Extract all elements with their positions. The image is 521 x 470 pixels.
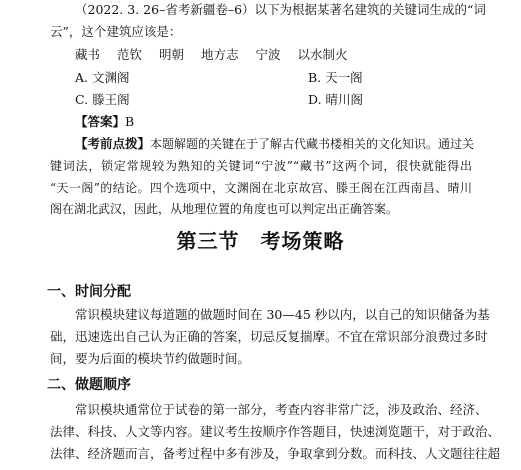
answer-value: B [125,114,135,129]
question-stem-line-2: 云”，这个建筑应该是： [50,24,182,39]
analysis-line-3: “天一阁”的结论。四个选项中，文渊阁在北京故宫、滕王阁在江西南昌、晴川 [50,181,472,195]
answer-line [75,114,134,130]
heading-time-allocation: 一、时间分配 [47,284,131,300]
keyword-item: 宁波 [255,47,281,62]
answer-tag: 【答案】 [75,114,126,129]
section-title: 第三节 考场策略 [176,229,345,253]
keyword-list [75,47,361,63]
part1-line-3: 间，要为后面的模块节约做题时间。 [50,351,251,366]
option-a: A. 文渊阁 [75,70,130,85]
keyword-item: 以水制火 [297,47,348,62]
analysis-tag: 【考前点拨】 [75,136,151,151]
part2-line-1: 常识模块通常位于试卷的第一部分，考查内容非常广泛，涉及政治、经济、 [75,402,488,417]
part1-line-2: 础，迅速选出自己认为正确的答案，切忌反复揣摩。不宜在常识部分浪费过多时 [50,329,488,344]
option-d: D. 晴川阁 [308,92,364,107]
keyword-item: 藏书 [75,47,101,62]
option-b: B. 天一阁 [308,70,363,85]
part1-line-1: 常识模块建议每道题的做题时间在 30—45 秒以内，以自己的知识储备为基 [75,307,490,322]
part2-line-2: 法律、科技、人文等内容。建议考生按顺序作答题目，快速浏览题干，对于政治、 [50,424,501,439]
option-c: C. 滕王阁 [75,92,130,107]
analysis-text-1: 本题解题的关键在于了解古代藏书楼相关的文化知识。通过关 [150,137,475,151]
question-stem-line-1: （2022. 3. 26–省考新疆卷–6）以下为根据某著名建筑的关键词生成的“词 [75,2,486,17]
analysis-line-4: 阁在湖北武汉，因此，从地理位置的角度也可以判定出正确答案。 [50,202,399,216]
heading-question-order: 二、做题顺序 [47,377,131,393]
keyword-item: 明朝 [159,47,185,62]
part2-line-3: 法律、经济题而言，备考过程中多有涉及，争取拿到分数。而科技、人文题往往超 [50,446,501,461]
keyword-item: 地方志 [201,47,239,62]
analysis-line-2: 键词法，锁定常规较为熟知的关键词“宁波”“藏书”这两个词，很快就能得出 [50,159,472,173]
analysis-line-1 [75,136,475,152]
keyword-item: 范钦 [117,47,143,62]
